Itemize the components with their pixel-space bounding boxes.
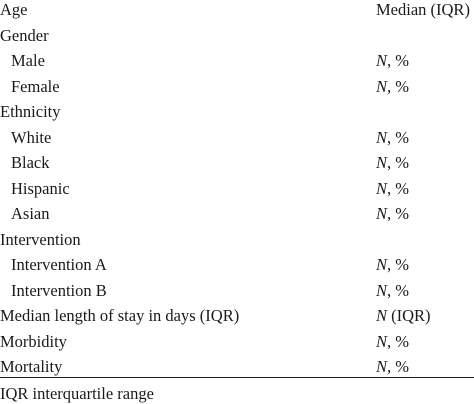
row-value <box>376 51 409 71</box>
header-label: Age <box>0 0 28 19</box>
value-suffix: , % <box>387 127 410 147</box>
row-label: Asian <box>11 204 50 223</box>
row-value <box>376 332 409 352</box>
row-label: White <box>11 127 52 147</box>
row-label: Mortality <box>0 357 63 376</box>
value-suffix: , % <box>387 255 410 274</box>
row-value <box>376 306 431 326</box>
n-symbol: N <box>376 306 388 325</box>
row-label: Gender <box>0 25 49 45</box>
row-label: Hispanic <box>11 178 70 198</box>
table-row-male <box>0 51 474 77</box>
table-bottom-rule <box>0 377 474 378</box>
value-suffix: , % <box>387 357 410 376</box>
header-value: Median (IQR) <box>376 0 470 19</box>
table-header-row <box>0 0 474 26</box>
row-value <box>376 179 409 199</box>
table-footnote: IQR interquartile range <box>0 384 154 403</box>
table-row-black <box>0 153 474 179</box>
row-value <box>376 77 409 97</box>
row-label: Female <box>11 76 60 96</box>
row-value <box>376 128 409 148</box>
n-symbol: N <box>376 255 388 274</box>
row-value <box>376 255 409 275</box>
value-suffix: , % <box>387 153 410 172</box>
value-suffix: (IQR) <box>387 306 431 325</box>
n-symbol: N <box>376 331 388 351</box>
table-row-length-of-stay <box>0 306 474 332</box>
n-symbol: N <box>376 357 388 376</box>
row-label: Intervention B <box>11 280 107 300</box>
table-row-intervention-b <box>0 281 474 307</box>
row-label: Median length of stay in days (IQR) <box>0 306 240 325</box>
section-row-gender <box>0 26 474 52</box>
table-row-intervention-a <box>0 255 474 281</box>
section-row-intervention <box>0 230 474 256</box>
row-value <box>376 281 409 301</box>
section-row-ethnicity <box>0 102 474 128</box>
n-symbol: N <box>376 76 388 96</box>
row-label: Ethnicity <box>0 102 61 121</box>
row-label: Male <box>11 51 45 70</box>
row-label: Morbidity <box>0 331 67 351</box>
row-label: Intervention A <box>11 255 107 274</box>
value-suffix: , % <box>387 76 410 96</box>
table-row-hispanic <box>0 179 474 205</box>
table-row-asian <box>0 204 474 230</box>
table-row-morbidity <box>0 332 474 358</box>
value-suffix: , % <box>387 280 410 300</box>
table-row-mortality <box>0 357 474 383</box>
row-label: Intervention <box>0 229 81 249</box>
table-row-female <box>0 77 474 103</box>
n-symbol: N <box>376 178 388 198</box>
n-symbol: N <box>376 153 388 172</box>
n-symbol: N <box>376 280 388 300</box>
value-suffix: , % <box>387 204 410 223</box>
value-suffix: , % <box>387 331 410 351</box>
n-symbol: N <box>376 51 388 70</box>
row-label: Black <box>11 153 50 172</box>
n-symbol: N <box>376 204 388 223</box>
value-suffix: , % <box>387 51 410 70</box>
n-symbol: N <box>376 127 388 147</box>
value-suffix: , % <box>387 178 410 198</box>
table-row-white <box>0 128 474 154</box>
row-value <box>376 153 409 173</box>
row-value <box>376 204 409 224</box>
row-value <box>376 357 409 377</box>
